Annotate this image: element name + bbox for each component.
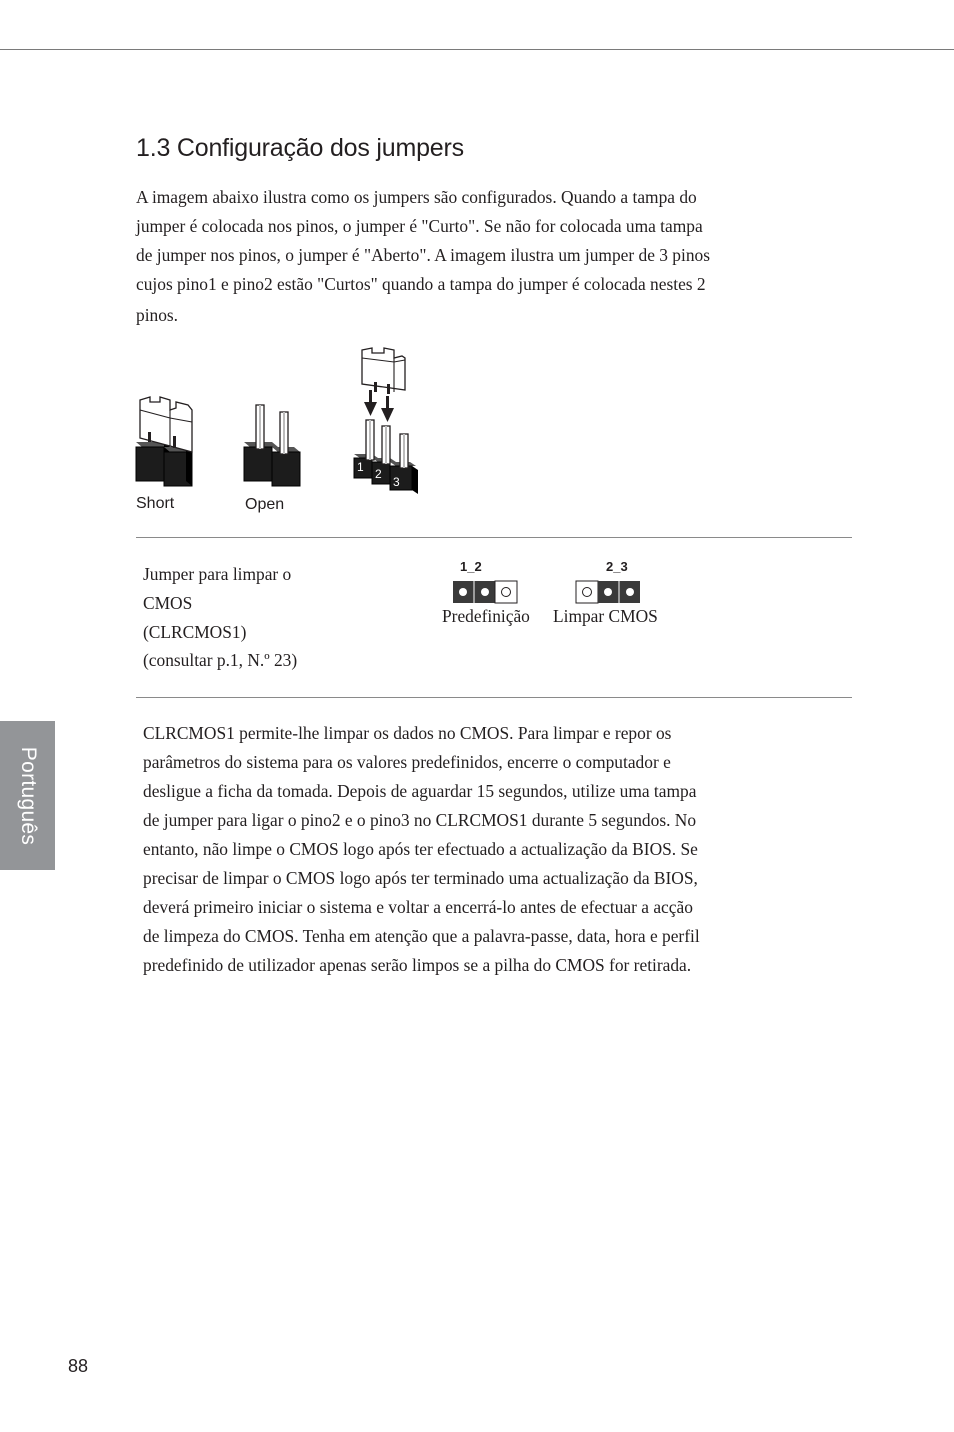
table-bottom-rule (136, 697, 852, 698)
jumper-label (143, 560, 363, 675)
pin-dot (604, 588, 612, 596)
description-line: entanto, não limpe o CMOS logo após ter efectuado a actualização da BIOS. Se (143, 839, 698, 859)
description-line: predefinido de utilizador apenas serão limpos se a pilha do CMOS for retirada. (143, 955, 692, 975)
clear-cmos-jumper-header (575, 580, 641, 604)
header-rule (0, 49, 954, 50)
pin-number: 1 (357, 460, 364, 474)
description-line: precisar de limpar o CMOS logo após ter terminado uma actualização da BIOS, (143, 868, 698, 888)
language-tab-label: Português (16, 746, 40, 845)
pin-dot (481, 588, 489, 596)
default-jumper-header (452, 580, 518, 604)
description-line: desligue a ficha da tomada. Depois de aguardar 15 segundos, utilize uma tampa (143, 781, 697, 801)
jumper-label-line: (CLRCMOS1) (143, 621, 247, 642)
intro-line: cujos pino1 e pino2 estão "Curtos" quando a tampa do jumper é colocada nestes 2 (136, 274, 706, 294)
jumper-label-line: Jumper para limpar o (143, 564, 292, 584)
description-line: deverá primeiro iniciar o sistema e voltar a encerrá-lo antes de efectuar a acção (143, 897, 693, 917)
clear-setting-label: Limpar CMOS (553, 606, 658, 626)
intro-line: A imagem abaixo ilustra como os jumpers são configurados. Quando a tampa do (136, 187, 697, 207)
intro-paragraph (136, 183, 796, 330)
default-pin-label: 1_2 (460, 559, 482, 574)
description-paragraph (143, 719, 793, 980)
jumper-label-line: (consultar p.1, N.º 23) (143, 650, 298, 671)
jumper-illustration (126, 344, 446, 519)
description-line: de jumper para ligar o pino2 e o pino3 no CLRCMOS1 durante 5 segundos. No (143, 810, 697, 830)
short-caption: Short (136, 495, 175, 512)
short-jumper-graphic (136, 397, 192, 486)
pin-dot (502, 588, 511, 597)
language-side-tab (0, 721, 55, 870)
pin-number: 2 (375, 467, 382, 481)
pin-dot (626, 588, 634, 596)
open-jumper-graphic (244, 405, 300, 486)
description-line: CLRCMOS1 permite-lhe limpar os dados no CMOS. Para limpar e repor os (143, 723, 672, 743)
clear-pin-label: 2_3 (606, 559, 628, 574)
pin-dot (459, 588, 467, 596)
three-pin-jumper-graphic (354, 348, 418, 494)
intro-line: de jumper nos pinos, o jumper é "Aberto". A imagem ilustra um jumper de 3 pinos (136, 245, 710, 265)
intro-line: jumper é colocada nos pinos, o jumper é "Curto". Se não for colocada uma tampa (136, 216, 703, 236)
pin-dot (583, 588, 592, 597)
jumper-label-line: CMOS (143, 592, 193, 613)
description-line: de limpeza do CMOS. Tenha em atenção que a palavra-passe, data, hora e perfil (143, 926, 700, 946)
default-setting-label: Predefinição (442, 606, 530, 626)
section-title: 1.3 Configuração dos jumpers (136, 134, 464, 162)
pin-number: 3 (393, 475, 400, 489)
table-top-rule (136, 537, 852, 538)
open-caption: Open (245, 496, 285, 513)
intro-line: pinos. (136, 305, 179, 325)
description-line: parâmetros do sistema para os valores predefinidos, encerre o computador e (143, 752, 671, 772)
page-number: 88 (68, 1356, 89, 1376)
